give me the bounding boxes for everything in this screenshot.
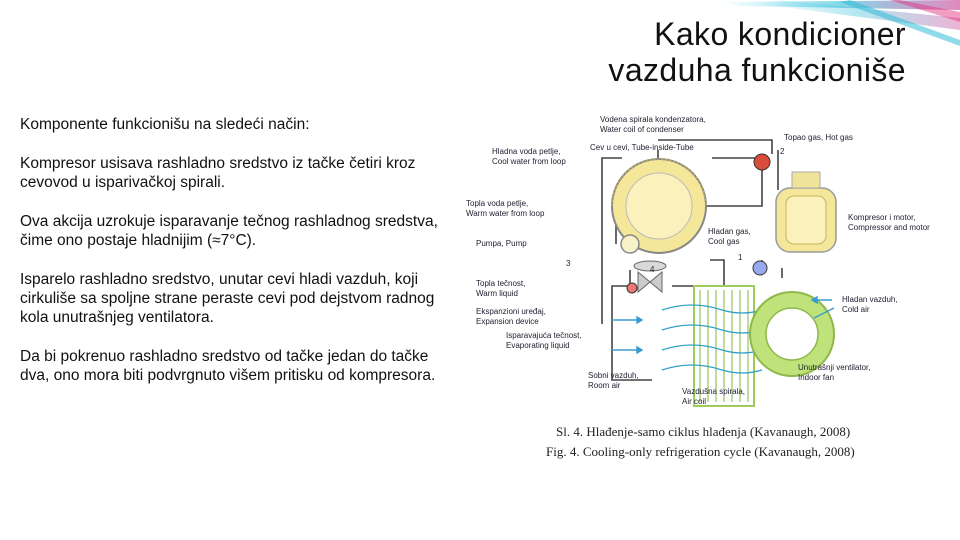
label-point-4: 4 bbox=[650, 265, 655, 274]
label-warm-liquid-1: Topla tečnost, bbox=[476, 279, 526, 288]
label-cold-air-2: Cold air bbox=[842, 305, 870, 314]
hot-gas-marker bbox=[754, 154, 770, 170]
label-point-2: 2 bbox=[780, 147, 785, 156]
body-text bbox=[20, 115, 458, 405]
label-evap-liquid-2: Evaporating liquid bbox=[506, 341, 570, 350]
label-warm-liquid-2: Warm liquid bbox=[476, 289, 518, 298]
label-warm-water-2: Warm water from loop bbox=[466, 209, 545, 218]
paragraph-2: Ova akcija uzrokuje isparavanje tečnog rashladnog sredstva, čime ono postaje hladnijim (≈7°C). bbox=[20, 213, 438, 249]
refrigeration-cycle-figure bbox=[462, 110, 952, 466]
label-point-3: 3 bbox=[566, 259, 571, 268]
label-expansion-1: Ekspanzioni uređaj, bbox=[476, 307, 546, 316]
paragraph-3: Isparelo rashladno sredstvo, unutar cevi hladi vazduh, koji cirkuliše sa spoljne strane peraste cevi pod dejstvom radnog kola unutrašnjeg ventilatora. bbox=[20, 271, 435, 326]
label-water-coil-2: Water coil of condenser bbox=[600, 125, 684, 134]
label-pump: Pumpa, Pump bbox=[476, 239, 527, 248]
label-air-coil-1: Vazdušna spirala, bbox=[682, 387, 745, 396]
label-cool-gas-1: Hladan gas, bbox=[708, 227, 751, 236]
label-compressor-2: Compressor and motor bbox=[848, 223, 930, 232]
label-warm-water-1: Topla voda petlje, bbox=[466, 199, 529, 208]
caption-serbian: Sl. 4. Hlađenje-samo ciklus hlađenja (Kavanaugh, 2008) bbox=[556, 424, 851, 439]
label-cool-water-1: Hladna voda petlje, bbox=[492, 147, 561, 156]
label-air-coil-2: Air coil bbox=[682, 397, 707, 406]
intro-text: Komponente funkcionišu na sledeći način: bbox=[20, 116, 310, 133]
paragraph-4: Da bi pokrenuo rashladno sredstvo od tačke jedan do tačke dva, ono mora biti podvrgnuto višem pritisku od kompresora. bbox=[20, 348, 436, 384]
pump bbox=[621, 235, 639, 253]
paragraph-1: Kompresor usisava rashladno sredstvo iz tačke četiri kroz cevovod u isparivačkoj spirali. bbox=[20, 155, 416, 191]
title-line-2: vazduha funkcioniše bbox=[608, 52, 906, 88]
label-cool-water-2: Cool water from loop bbox=[492, 157, 566, 166]
label-cool-gas-2: Cool gas bbox=[708, 237, 740, 246]
label-compressor-1: Kompresor i motor, bbox=[848, 213, 916, 222]
label-water-coil-1: Vodena spirala kondenzatora, bbox=[600, 115, 706, 124]
label-hot-gas: Topao gas, Hot gas bbox=[784, 133, 853, 142]
slide-title bbox=[608, 16, 906, 88]
label-cold-air-1: Hladan vazduh, bbox=[842, 295, 898, 304]
title-line-1: Kako kondicioner bbox=[654, 16, 906, 52]
label-indoor-fan-2: Indoor fan bbox=[798, 373, 835, 382]
label-expansion-2: Expansion device bbox=[476, 317, 539, 326]
label-room-air-1: Sobni vazduh, bbox=[588, 371, 639, 380]
label-indoor-fan-1: Unutrašnji ventilator, bbox=[798, 363, 871, 372]
label-room-air-2: Room air bbox=[588, 381, 621, 390]
label-point-1: 1 bbox=[738, 253, 743, 262]
cool-gas-marker bbox=[753, 261, 767, 275]
warm-liquid-marker bbox=[627, 283, 637, 293]
caption-english: Fig. 4. Cooling-only refrigeration cycle (Kavanaugh, 2008) bbox=[546, 444, 855, 459]
label-evap-liquid-1: Isparavajuća tečnost, bbox=[506, 331, 582, 340]
cycle-diagram bbox=[462, 110, 952, 466]
compressor bbox=[776, 172, 836, 252]
label-tube-in-tube: Cev u cevi, Tube-inside-Tube bbox=[590, 143, 694, 152]
